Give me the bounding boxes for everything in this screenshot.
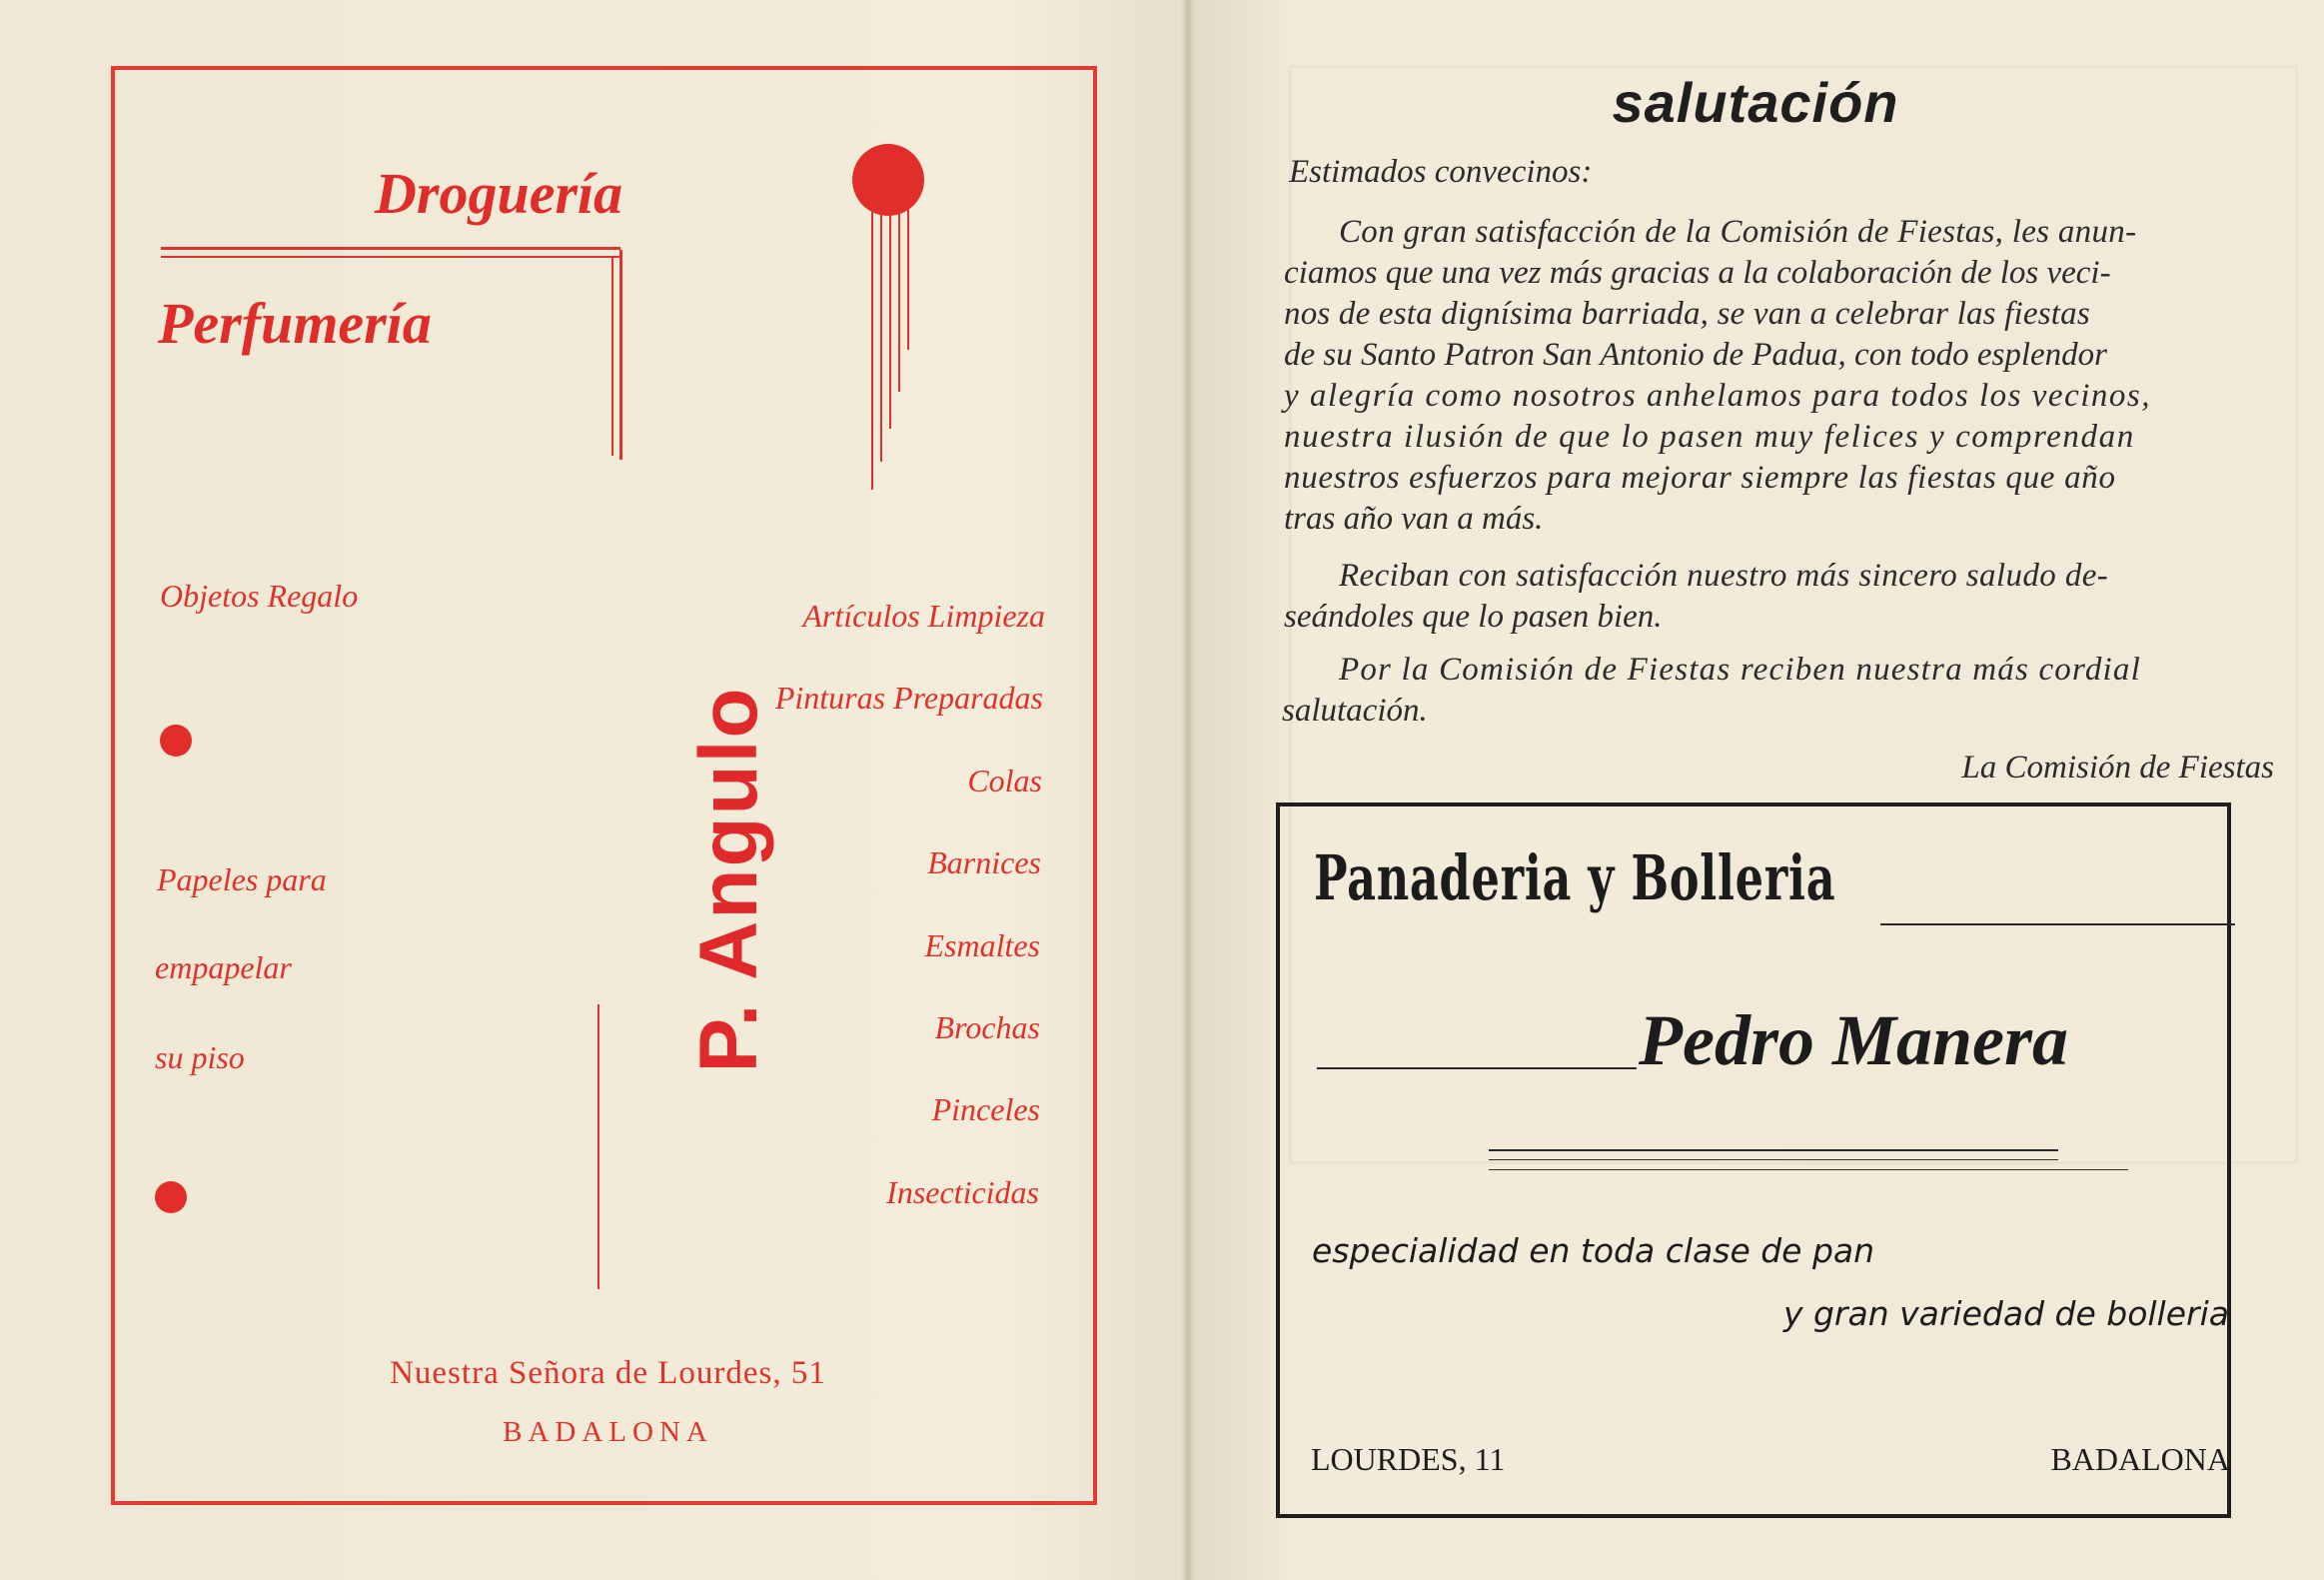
item-pinturas: Pinturas Preparadas — [774, 680, 1043, 716]
divider-rule — [161, 256, 622, 258]
letter-line: Reciban con satisfacción nuestro más sincero saludo de- — [1339, 558, 2109, 594]
ad-heading-perfumeria: Perfumería — [158, 291, 432, 356]
ad-city: BADALONA — [503, 1416, 713, 1448]
divider-rule — [161, 247, 620, 250]
letter-line: ciamos que una vez más gracias a la colaboración de los veci- — [1284, 255, 2111, 291]
item-colas: Colas — [967, 763, 1042, 798]
sun-ray — [907, 205, 909, 350]
item-esmaltes: Esmaltes — [924, 927, 1040, 963]
sun-ornament-icon — [852, 144, 924, 216]
divider-rule — [1489, 1169, 2128, 1170]
baker-name: Pedro Manera — [1639, 1000, 2068, 1080]
letter-line: nuestra ilusión de que lo pasen muy felices y comprendan — [1284, 419, 2135, 455]
ad-address-right: LOURDES, 11 — [1311, 1441, 1506, 1477]
letter-signature: La Comisión de Fiestas — [1961, 750, 2274, 786]
letter-line: seándoles que lo pasen bien. — [1284, 599, 1663, 635]
item-barnices: Barnices — [927, 844, 1041, 880]
divider-rule — [1489, 1159, 2058, 1160]
letter-greeting: Estimados convecinos: — [1289, 154, 1593, 190]
letter-line: Por la Comisión de Fiestas reciben nuestra más cordial — [1339, 652, 2141, 688]
divider-rule — [619, 250, 622, 460]
letter-line: nos de esta dignísima barriada, se van a celebrar las fiestas — [1284, 296, 2090, 332]
sun-ray — [871, 205, 873, 490]
book-spine — [1181, 0, 1195, 1580]
ad-tagline-pan: especialidad en toda clase de pan — [1312, 1231, 1875, 1270]
divider-rule — [1489, 1149, 2058, 1151]
ad-heading-drogueria: Droguería — [375, 161, 623, 226]
item-empapelar: empapelar — [155, 949, 292, 985]
item-su-piso: su piso — [155, 1039, 245, 1075]
divider-rule — [1880, 923, 2235, 925]
bullet-dot-icon — [160, 725, 192, 757]
item-brochas: Brochas — [934, 1009, 1040, 1045]
letter-line: de su Santo Patron San Antonio de Padua, con todo esplendor — [1284, 337, 2108, 373]
divider-rule — [597, 1004, 599, 1289]
sun-ray — [889, 214, 891, 429]
letter-line: Con gran satisfacción de la Comisión de Fiestas, les anun- — [1339, 214, 2137, 250]
item-pinceles: Pinceles — [931, 1091, 1040, 1127]
ad-heading-panaderia: Panaderia y Bolleria — [1314, 841, 1836, 914]
ad-city-right: BADALONA — [2050, 1441, 2230, 1477]
bullet-dot-icon — [155, 1181, 187, 1213]
item-insecticidas: Insecticidas — [886, 1174, 1039, 1210]
letter-line: salutación. — [1282, 693, 1428, 729]
drogueria-ad-frame — [111, 66, 1097, 1505]
item-articulos-limpieza: Artículos Limpieza — [802, 598, 1045, 634]
ad-tagline-bolleria: y gran variedad de bolleria — [1782, 1294, 2229, 1333]
letter-line: y alegría como nosotros anhelamos para todos los vecinos, — [1284, 378, 2151, 414]
ad-address: Nuestra Señora de Lourdes, 51 — [390, 1355, 826, 1391]
item-objetos-regalo: Objetos Regalo — [160, 578, 359, 614]
divider-rule — [1317, 1067, 1637, 1069]
page-title: salutación — [1612, 71, 1899, 134]
letter-line: nuestros esfuerzos para mejorar siempre las fiestas que año — [1284, 460, 2116, 496]
divider-rule — [611, 256, 613, 456]
sun-ray — [880, 212, 882, 462]
brand-name-vertical: P. Angulo — [683, 686, 774, 1073]
item-papeles: Papeles para — [157, 861, 327, 897]
sun-ray — [898, 212, 900, 392]
letter-line: tras año van a más. — [1284, 501, 1544, 537]
